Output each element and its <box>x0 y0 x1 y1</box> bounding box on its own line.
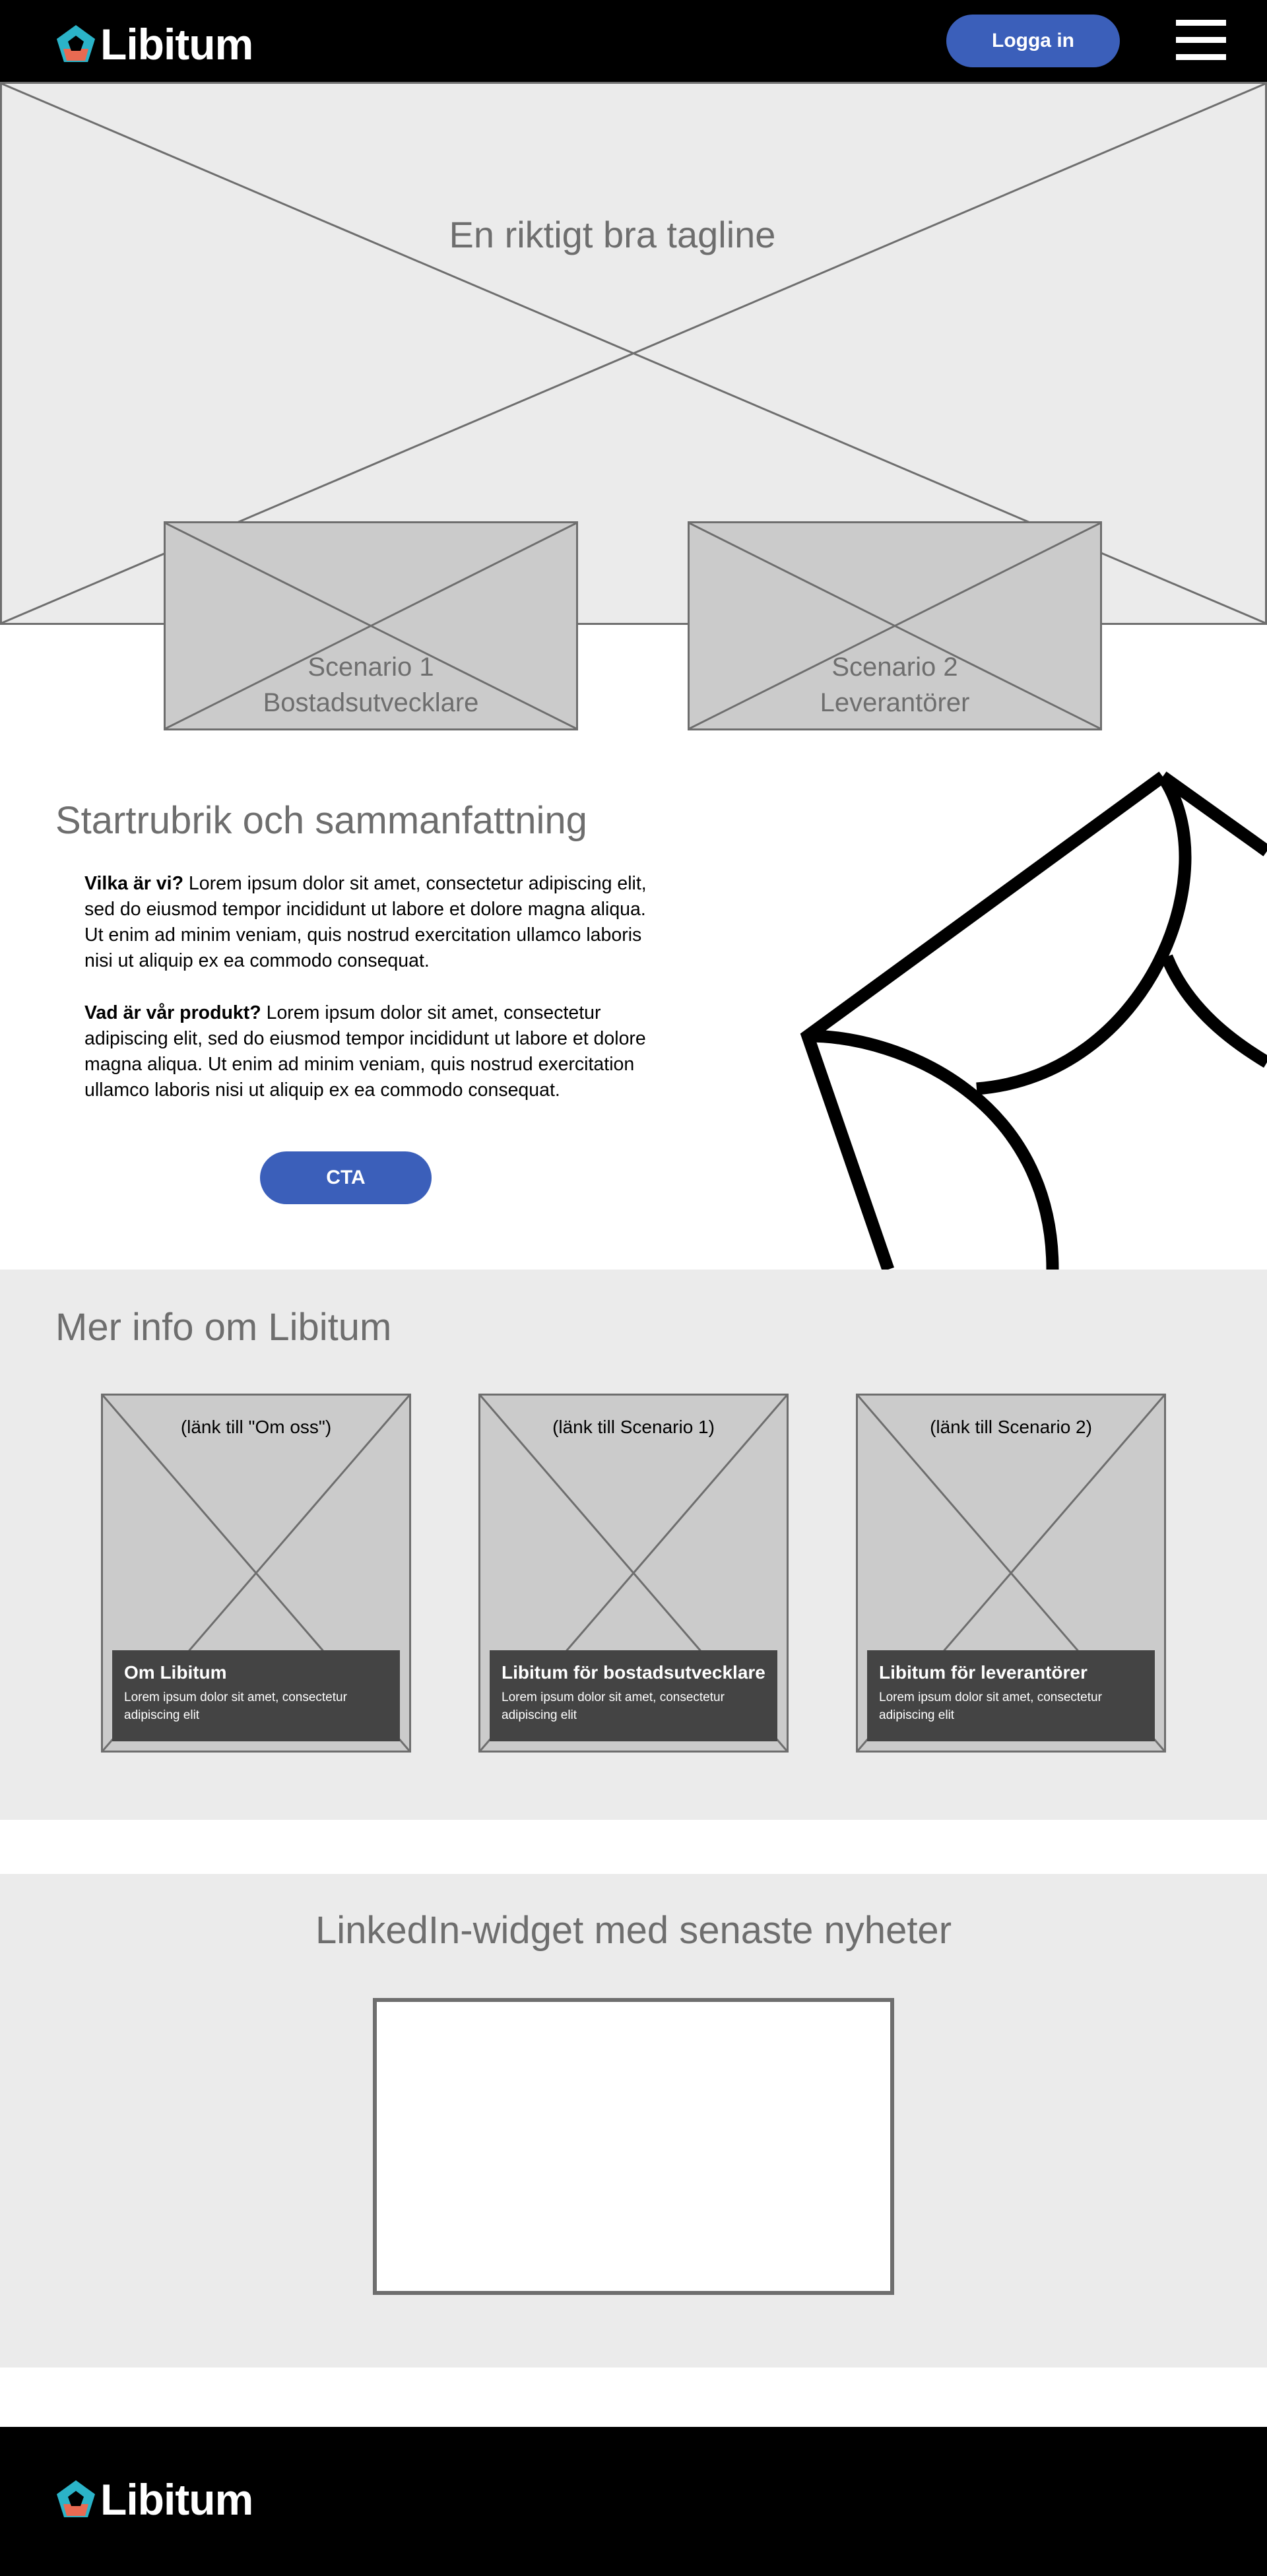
intro-paragraph-who <box>84 871 665 974</box>
linkedin-section <box>0 1874 1267 2367</box>
intro-heading: Startrubrik och sammanfattning <box>55 799 587 842</box>
more-info-heading: Mer info om Libitum <box>55 1306 392 1349</box>
info-card-link-text: (länk till Scenario 1) <box>552 1417 715 1437</box>
info-card-about[interactable] <box>101 1394 411 1753</box>
pentagon-logo-icon <box>54 22 98 66</box>
footer-logo-text: Libitum <box>100 2475 253 2524</box>
hamburger-menu-icon[interactable] <box>1176 20 1226 61</box>
linkedin-heading: LinkedIn-widget med senaste nyheter <box>315 1909 952 1952</box>
decorative-shape-illustration <box>779 759 1267 1270</box>
logo-text: Libitum <box>100 20 253 69</box>
info-card-title: Om Libitum <box>124 1662 227 1683</box>
login-button[interactable]: Logga in <box>946 15 1120 67</box>
intro-paragraph-product <box>84 1000 665 1103</box>
info-card-caption <box>867 1650 1155 1741</box>
pentagon-logo-icon <box>54 2478 98 2521</box>
info-card-text: Lorem ipsum dolor sit amet, consectetur adipiscing elit <box>124 1690 347 1722</box>
site-header <box>0 0 1267 82</box>
info-card-link-text: (länk till "Om oss") <box>180 1417 332 1437</box>
more-info-section <box>0 1270 1267 1820</box>
linkedin-widget-placeholder[interactable] <box>373 1998 894 2295</box>
info-card-caption <box>490 1650 777 1741</box>
info-card-title: Libitum för leverantörer <box>879 1662 1088 1683</box>
scenario-2-card[interactable] <box>688 521 1102 730</box>
intro-lead-who: Vilka är vi? <box>84 873 183 894</box>
info-card-text: Lorem ipsum dolor sit amet, consectetur adipiscing elit <box>502 1690 725 1722</box>
intro-text-product: Lorem ipsum dolor sit amet, consectetur adipiscing elit, sed do eiusmod tempor incididunt ut labore et dolore magna aliqua. Ut enim ad minim veniam, quis nostrud exercitation ullamco laboris nisi ut aliquip ex ea commodo consequat. <box>84 1002 646 1101</box>
scenario-2-label <box>690 649 1100 721</box>
logo[interactable] <box>54 19 253 69</box>
scenario-1-subtitle: Bostadsutvecklare <box>263 688 479 717</box>
intro-text-who: Lorem ipsum dolor sit amet, consectetur adipiscing elit, sed do eiusmod tempor incididunt ut labore et dolore magna aliqua. Ut enim ad minim veniam, quis nostrud exercitation ullamco laboris nisi ut aliquip ex ea commodo consequat. <box>84 873 647 971</box>
site-footer <box>0 2427 1267 2576</box>
scenario-1-title: Scenario 1 <box>308 653 434 682</box>
info-card-scenario-2[interactable] <box>856 1394 1166 1753</box>
cta-button[interactable]: CTA <box>260 1151 432 1204</box>
info-card-caption <box>112 1650 400 1741</box>
info-card-text: Lorem ipsum dolor sit amet, consectetur adipiscing elit <box>879 1690 1102 1722</box>
info-card-title: Libitum för bostadsutvecklare <box>502 1662 765 1683</box>
scenario-1-card[interactable] <box>164 521 578 730</box>
scenario-2-title: Scenario 2 <box>831 653 958 682</box>
footer-logo[interactable] <box>54 2474 253 2525</box>
scenario-2-subtitle: Leverantörer <box>820 688 970 717</box>
intro-lead-product: Vad är vår produkt? <box>84 1002 261 1023</box>
hero-tagline: En riktigt bra tagline <box>449 214 776 255</box>
info-card-scenario-1[interactable] <box>478 1394 789 1753</box>
scenario-1-label <box>166 649 576 721</box>
info-card-link-text: (länk till Scenario 2) <box>930 1417 1092 1437</box>
